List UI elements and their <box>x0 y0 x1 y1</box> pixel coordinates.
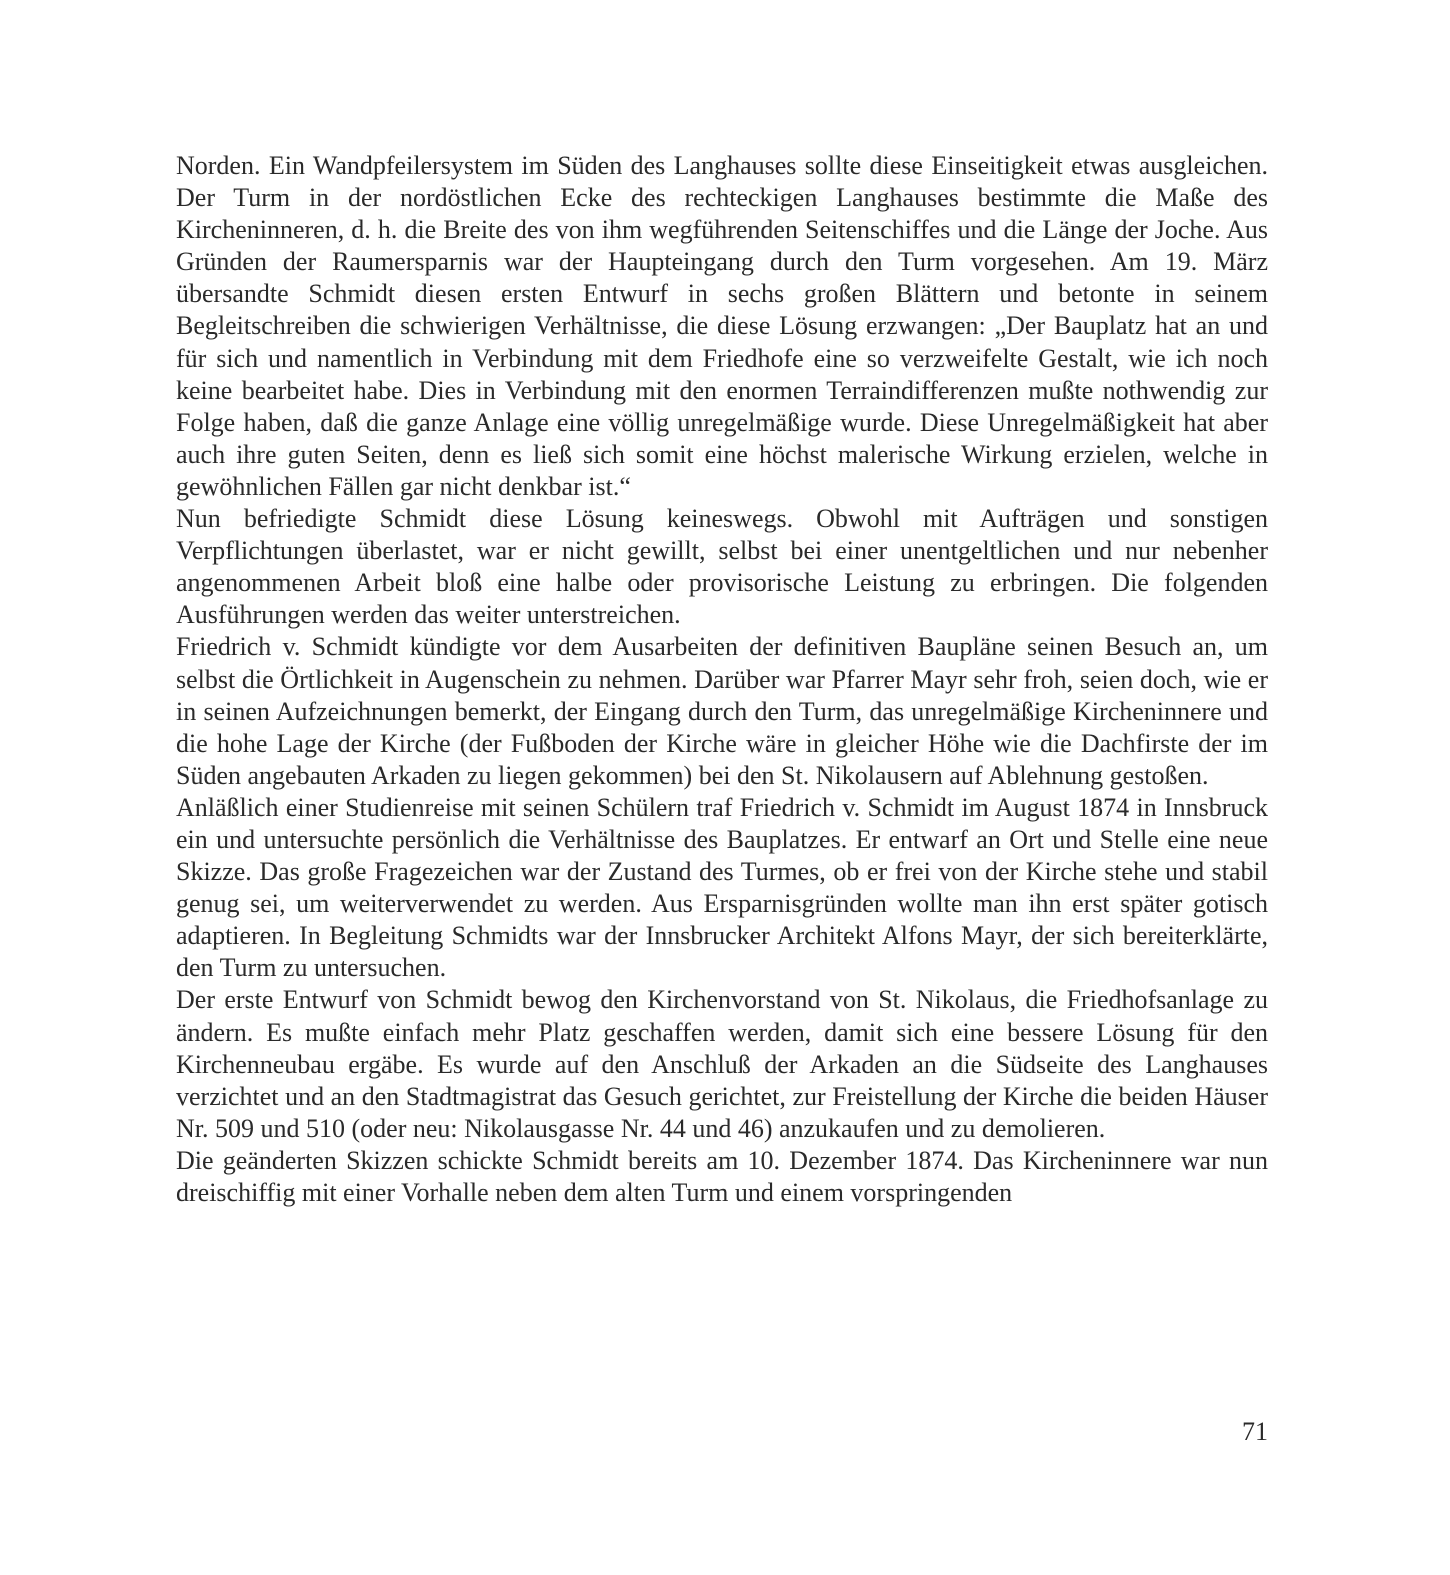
paragraph: Anläßlich einer Studienreise mit seinen Schülern traf Friedrich v. Schmidt im August 1874 in Innsbruck ein und untersuchte persönlich die Verhältnisse des Bauplatzes. Er entwarf an Ort und Stelle eine neue Skizze. Das große Fragezeichen war der Zustand des Turmes, ob er frei von der Kirche stehe und stabil genug sei, um weiterverwendet zu werden. Aus Ersparnisgründen wollte man ihn erst später gotisch adaptieren. In Begleitung Schmidts war der Innsbrucker Architekt Alfons Mayr, der sich bereiterklärte, den Turm zu untersuchen. <box>176 792 1268 983</box>
page-number: 71 <box>1242 1417 1268 1446</box>
paragraph: Friedrich v. Schmidt kündigte vor dem Ausarbeiten der definitiven Baupläne seinen Besuch an, um selbst die Örtlichkeit in Augenschein zu nehmen. Darüber war Pfarrer Mayr sehr froh, seien doch, wie er in seinen Aufzeichnungen bemerkt, der Eingang durch den Turm, das unregelmäßige Kircheninnere und die hohe Lage der Kirche (der Fußboden der Kirche wäre in gleicher Höhe wie die Dachfirste der im Süden angebauten Arkaden zu liegen gekommen) bei den St. Nikolausern auf Ablehnung gestoßen. <box>176 632 1268 790</box>
paragraph: Norden. Ein Wandpfeilersystem im Süden des Langhauses sollte diese Einseitigkeit etwas ausgleichen. Der Turm in der nordöstlichen Ecke des rechteckigen Langhauses bestimmte die Maße des Kircheninneren, d. h. die Breite des von ihm wegführenden Seitenschiffes und die Länge der Joche. Aus Gründen der Raumersparnis war der Haupteingang durch den Turm vorgesehen. Am 19. März übersandte Schmidt diesen ersten Entwurf in sechs großen Blättern und betonte in seinem Begleitschreiben die schwierigen Verhältnisse, die diese Lösung erzwangen: „Der Bauplatz hat an und für sich und namentlich in Verbindung mit dem Friedhofe eine so verzweifelte Gestalt, wie ich noch keine bearbeitet habe. Dies in Verbindung mit den enormen Terraindifferenzen mußte nothwendig zur Folge haben, daß die ganze Anlage eine völlig unregelmäßige wurde. Diese Unregelmäßigkeit hat aber auch ihre guten Seiten, denn es ließ sich somit eine höchst malerische Wirkung erzielen, welche in gewöhnlichen Fällen gar nicht denkbar ist.“ <box>176 151 1268 501</box>
paragraph: Nun befriedigte Schmidt diese Lösung keineswegs. Obwohl mit Aufträgen und sonstigen Verpflichtungen überlastet, war er nicht gewillt, selbst bei einer unentgeltlichen und nur nebenher angenommenen Arbeit bloß eine halbe oder provisorische Leistung zu erbringen. Die folgenden Ausführungen werden das weiter unterstreichen. <box>176 504 1268 630</box>
paragraph: Der erste Entwurf von Schmidt bewog den Kirchenvorstand von St. Nikolaus, die Friedhofsanlage zu ändern. Es mußte einfach mehr Platz geschaffen werden, damit sich eine bessere Lösung für den Kirchenneubau ergäbe. Es wurde auf den Anschluß der Arkaden an die Südseite des Langhauses verzichtet und an den Stadtmagistrat das Gesuch gerichtet, zur Freistellung der Kirche die beiden Häuser Nr. 509 und 510 (oder neu: Nikolausgasse Nr. 44 und 46) anzukaufen und zu demolieren. <box>176 985 1268 1143</box>
paragraph: Die geänderten Skizzen schickte Schmidt bereits am 10. Dezember 1874. Das Kircheninnere war nun dreischiffig mit einer Vorhalle neben dem alten Turm und einem vorspringenden <box>176 1145 1268 1207</box>
page-body-text <box>176 150 1268 1209</box>
